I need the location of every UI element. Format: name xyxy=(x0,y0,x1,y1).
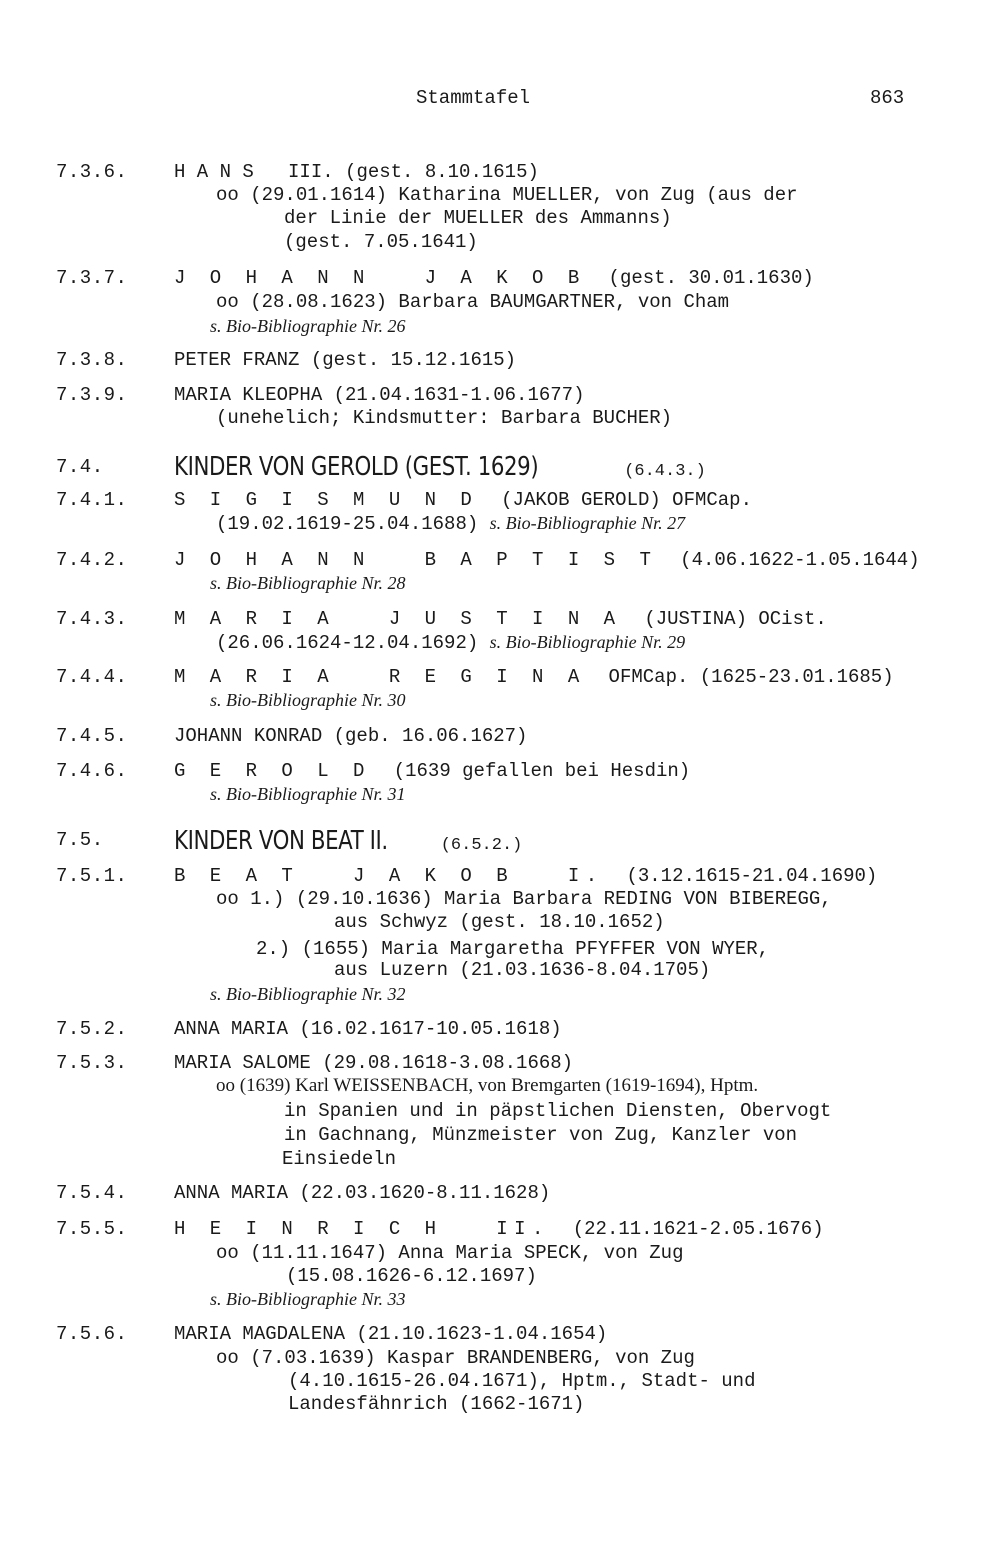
entry-number: 7.5.2. xyxy=(56,1018,128,1040)
entry-detail: in Spanien und in päpstlichen Diensten, Obervogt xyxy=(284,1100,832,1122)
entry-detail: (gest. 7.05.1641) xyxy=(284,231,478,253)
entry-detail: aus Luzern (21.03.1636-8.04.1705) xyxy=(334,959,711,981)
entry-number: 7.4.2. xyxy=(56,549,128,571)
entry-detail: oo (28.08.1623) Barbara BAUMGARTNER, von Cham xyxy=(216,291,730,313)
entry-line xyxy=(174,759,690,783)
entry-name: H A N S III. xyxy=(174,161,334,183)
entry-number: 7.5.1. xyxy=(56,865,128,887)
entry-number: 7.4.6. xyxy=(56,760,128,782)
entry-text: (gest. 8.10.1615) xyxy=(333,161,539,183)
entry-text: (3.12.1615-21.04.1690) xyxy=(603,865,878,887)
bio-bibliography-ref: s. Bio-Bibliographie Nr. 31 xyxy=(210,784,406,804)
entry-name: M A R I A R E G I N A xyxy=(174,666,586,688)
section-number: 7.4. xyxy=(56,456,104,478)
entry-text: ANNA MARIA (22.03.1620-8.11.1628) xyxy=(174,1182,551,1204)
entry-text: (JAKOB GEROLD) OFMCap. xyxy=(478,489,752,511)
entry-detail: aus Schwyz (gest. 18.10.1652) xyxy=(334,911,665,933)
entry-line xyxy=(174,607,827,631)
entry-line xyxy=(174,548,920,572)
entry-name: J O H A N N B A P T I S T xyxy=(174,549,658,571)
entry-text: (JUSTINA) OCist. xyxy=(621,608,827,630)
entry-text: MARIA SALOME (29.08.1618-3.08.1668) xyxy=(174,1052,574,1074)
page-number: 863 xyxy=(870,87,905,109)
entry-text: MARIA MAGDALENA (21.10.1623-1.04.1654) xyxy=(174,1323,608,1345)
entry-detail: Einsiedeln xyxy=(282,1148,397,1170)
bio-bibliography-ref: s. Bio-Bibliographie Nr. 30 xyxy=(210,690,406,710)
page-header-title: Stammtafel xyxy=(416,87,531,109)
entry-number: 7.3.9. xyxy=(56,384,128,406)
bio-bibliography-ref: s. Bio-Bibliographie Nr. 26 xyxy=(210,316,406,336)
entry-line xyxy=(174,488,752,512)
entry-detail: oo 1.) (29.10.1636) Maria Barbara REDING VON BIBEREGG, xyxy=(216,888,832,910)
entry-number: 7.3.7. xyxy=(56,267,128,289)
entry-detail: Landesfähnrich (1662-1671) xyxy=(288,1393,585,1415)
entry-text: ANNA MARIA (16.02.1617-10.05.1618) xyxy=(174,1018,562,1040)
entry-number: 7.4.5. xyxy=(56,725,128,747)
entry-line xyxy=(174,266,814,290)
entry-text: (4.06.1622-1.05.1644) xyxy=(657,549,920,571)
section-heading xyxy=(174,450,706,489)
entry-text: (22.11.1621-2.05.1676) xyxy=(549,1218,824,1240)
entry-text: PETER FRANZ (gest. 15.12.1615) xyxy=(174,349,517,371)
bio-bibliography-ref: s. Bio-Bibliographie Nr. 33 xyxy=(210,1289,406,1309)
entry-name: G E R O L D xyxy=(174,760,371,782)
entry-line xyxy=(174,1217,824,1241)
entry-detail xyxy=(216,630,685,655)
entry-detail: der Linie der MUELLER des Ammanns) xyxy=(284,207,672,229)
entry-detail: (15.08.1626-6.12.1697) xyxy=(286,1265,537,1287)
entry-detail xyxy=(216,511,685,536)
entry-number: 7.3.8. xyxy=(56,349,128,371)
entry-detail: (unehelich; Kindsmutter: Barbara BUCHER) xyxy=(216,407,673,429)
entry-text: MARIA KLEOPHA (21.04.1631-1.06.1677) xyxy=(174,384,585,406)
entry-detail: oo (29.01.1614) Katharina MUELLER, von Zug (aus der xyxy=(216,184,798,206)
entry-detail: (4.10.1615-26.04.1671), Hptm., Stadt- und xyxy=(288,1370,756,1392)
entry-name: B E A T J A K O B I. xyxy=(174,865,604,887)
entry-detail: in Gachnang, Münzmeister von Zug, Kanzler von xyxy=(284,1124,798,1146)
entry-dates: (26.06.1624-12.04.1692) xyxy=(216,632,479,654)
entry-text: JOHANN KONRAD (geb. 16.06.1627) xyxy=(174,725,528,747)
entry-line xyxy=(174,160,539,184)
entry-name: S I G I S M U N D xyxy=(174,489,479,511)
entry-number: 7.5.4. xyxy=(56,1182,128,1204)
entry-number: 7.5.6. xyxy=(56,1323,128,1345)
entry-number: 7.4.1. xyxy=(56,489,128,511)
entry-name: M A R I A J U S T I N A xyxy=(174,608,622,630)
bio-bibliography-ref: s. Bio-Bibliographie Nr. 32 xyxy=(210,984,406,1004)
bio-bibliography-ref: s. Bio-Bibliographie Nr. 28 xyxy=(210,573,406,593)
entry-text: (gest. 30.01.1630) xyxy=(585,267,814,289)
entry-dates: (19.02.1619-25.04.1688) xyxy=(216,513,479,535)
section-heading-title: KINDER VON BEAT II. xyxy=(174,826,388,856)
bio-bibliography-ref: s. Bio-Bibliographie Nr. 29 xyxy=(489,632,686,652)
section-heading-ref: (6.4.3.) xyxy=(624,462,706,481)
bio-bibliography-ref: s. Bio-Bibliographie Nr. 27 xyxy=(489,513,686,533)
entry-number: 7.5.5. xyxy=(56,1218,128,1240)
entry-detail: oo (7.03.1639) Kaspar BRANDENBERG, von Zug xyxy=(216,1347,695,1369)
entry-detail: 2.) (1655) Maria Margaretha PFYFFER VON WYER, xyxy=(256,938,770,960)
entry-text: (1639 gefallen bei Hesdin) xyxy=(370,760,691,782)
entry-line xyxy=(174,665,894,689)
entry-number: 7.4.3. xyxy=(56,608,128,630)
entry-line xyxy=(174,864,877,888)
entry-number: 7.4.4. xyxy=(56,666,128,688)
entry-number: 7.3.6. xyxy=(56,161,128,183)
section-heading-title: KINDER VON GEROLD (GEST. 1629) xyxy=(174,452,539,482)
entry-text: OFMCap. (1625-23.01.1685) xyxy=(585,666,894,688)
section-heading xyxy=(174,824,522,863)
section-heading-ref: (6.5.2.) xyxy=(440,836,523,855)
section-number: 7.5. xyxy=(56,829,104,851)
entry-name: J O H A N N J A K O B xyxy=(174,267,586,289)
entry-number: 7.5.3. xyxy=(56,1052,128,1074)
entry-detail: oo (11.11.1647) Anna Maria SPECK, von Zug xyxy=(216,1242,684,1264)
entry-name: H E I N R I C H II. xyxy=(174,1218,550,1240)
entry-detail: oo (1639) Karl WEISSENBACH, von Bremgarten (1619-1694), Hptm. xyxy=(216,1075,759,1096)
